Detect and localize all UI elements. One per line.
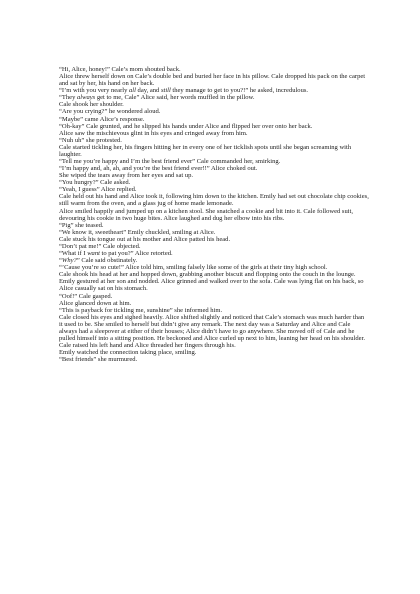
paragraph xyxy=(59,158,369,165)
paragraph xyxy=(59,278,369,292)
text-run: “What if I xyxy=(59,250,88,258)
text-run: they manage to get to you?!” he asked, incredulous. xyxy=(170,87,309,95)
emphasis-text: all xyxy=(129,87,136,95)
text-run: Alice smiled happily and jumped up on a kitchen stool. She snatched a cookie and bit into it. Cale followed suit, devouring his cookie in two huge bites. Alice laughed and dug her elbow into his ribs. xyxy=(59,207,354,222)
text-run: to pat you?” Alice retorted. xyxy=(99,250,173,258)
emphasis-text: Why? xyxy=(61,257,77,265)
emphasis-text: still xyxy=(160,87,171,95)
text-run: ” Cale said obstinately. xyxy=(76,257,138,265)
paragraph xyxy=(59,314,369,349)
text-run: “Are you crying?” he wondered aloud. xyxy=(59,108,161,116)
text-run: “Pig” she teased. xyxy=(59,221,104,229)
text-run: Cale closed his eyes and sighed heavily. Alice shifted slightly and noticed that Cale’s stomach was much harder than it used to be. She smiled to herself but didn’t give any remark. The next day was a Saturday and Alice and Cale always had a sleepover at either of their houses; Alice didn’t have to go anywhere. She moved off of Cale and he pulled himself into a sitting position. He beckoned and Alice curled up next to him, leaning her head on his shoulder. Cale raised his left hand and Alice threaded her fingers through his. xyxy=(59,313,366,350)
paragraph xyxy=(59,257,369,264)
paragraph xyxy=(59,94,369,101)
text-run: “Hi, Alice, honey!” Cale’s mom shouted back. xyxy=(59,66,181,73)
paragraph xyxy=(59,130,369,137)
text-run: day, and xyxy=(135,87,161,95)
text-run: “Maybe” came Alice’s response. xyxy=(59,115,145,123)
text-run: “Oof!” Cale gasped. xyxy=(59,292,113,300)
paragraph xyxy=(59,172,369,179)
paragraph xyxy=(59,264,369,271)
paragraph xyxy=(59,208,369,222)
emphasis-text: always xyxy=(77,94,96,102)
text-run: “This is payback for tickling me, sunshine” she informed him. xyxy=(59,306,223,314)
paragraph xyxy=(59,193,369,207)
paragraph xyxy=(59,271,369,278)
text-run: Cale stuck his tongue out at his mother and Alice patted his head. xyxy=(59,235,231,243)
text-run: “Tell me you’re happy and I’m the best friend ever” Cale commanded her, smirking. xyxy=(59,158,281,166)
text-run: “ xyxy=(59,257,62,265)
paragraph xyxy=(59,137,369,144)
paragraph xyxy=(59,222,369,229)
text-run: She wiped the tears away from her eyes and sat up. xyxy=(59,172,193,180)
text-run: “Nuh uh” she protested. xyxy=(59,136,122,144)
paragraph xyxy=(59,229,369,236)
paragraph xyxy=(59,307,369,314)
text-run: Emily gestured at her son and nodded. Alice grinned and walked over to the sofa. Cale was lying flat on his back, so Alice casually sat on his stomach. xyxy=(59,278,364,293)
text-run: “Yeah, I guess” Alice replied. xyxy=(59,186,137,194)
paragraph xyxy=(59,116,369,123)
text-run: “They xyxy=(59,94,77,102)
paragraph xyxy=(59,186,369,193)
paragraph xyxy=(59,73,369,87)
paragraph xyxy=(59,243,369,250)
text-run: Cale shook her shoulder. xyxy=(59,101,124,109)
paragraph xyxy=(59,123,369,130)
text-run: Alice threw herself down on Cale’s double bed and buried her face in his pillow. Cale dropped his pack on the carpet and sat by her, his hand on her back. xyxy=(59,73,366,88)
paragraph xyxy=(59,356,369,363)
paragraph xyxy=(59,165,369,172)
paragraph xyxy=(59,144,369,158)
text-run: Cale started tickling her, his fingers hitting her in every one of her ticklish spots until she began screaming with laughter. xyxy=(59,143,352,158)
paragraph xyxy=(59,300,369,307)
paragraph xyxy=(59,250,369,257)
paragraph xyxy=(59,108,369,115)
text-run: Alice glanced down at him. xyxy=(59,299,132,307)
document-page xyxy=(59,66,369,363)
text-run: “Oh-kay” Cale grunted, and he slipped his hands under Alice and flipped her over onto her back. xyxy=(59,122,313,130)
text-run: “’Cause you’re so cute!” Alice told him, smiling falsely like some of the girls at their tiny high school. xyxy=(59,264,328,272)
text-run: “I’m happy and, ah, ah, and you’re the best friend ever!!” Alice choked out. xyxy=(59,165,258,173)
paragraph xyxy=(59,236,369,243)
text-run: “You hungry?” Cale asked. xyxy=(59,179,131,187)
paragraph xyxy=(59,293,369,300)
paragraph xyxy=(59,179,369,186)
text-run: Cale held out his hand and Alice took it, following him down to the kitchen. Emily had set out chocolate chip cookies, still warm from the oven, and a glass jug of home made lemonade. xyxy=(59,193,369,208)
text-run: Cale shook his head at her and hopped down, grabbing another biscuit and flopping onto the couch in the lounge. xyxy=(59,271,356,279)
paragraph xyxy=(59,66,369,73)
text-run: get to me, Cale” Alice said, her words muffled in the pillow. xyxy=(95,94,255,102)
text-run: “Best friends” she murmured. xyxy=(59,356,138,364)
paragraph xyxy=(59,349,369,356)
text-run: “We know it, sweetheart” Emily chuckled, smiling at Alice. xyxy=(59,228,216,236)
paragraph xyxy=(59,101,369,108)
text-run: Emily watched the connection taking place, smiling. xyxy=(59,349,197,357)
paragraph xyxy=(59,87,369,94)
text-run: Alice saw the mischievous glint in his eyes and cringed away from him. xyxy=(59,129,248,137)
emphasis-text: want xyxy=(87,250,100,258)
text-run: “Don’t pat me!” Cale objected. xyxy=(59,242,141,250)
text-run: “I’m with you very nearly xyxy=(59,87,129,95)
